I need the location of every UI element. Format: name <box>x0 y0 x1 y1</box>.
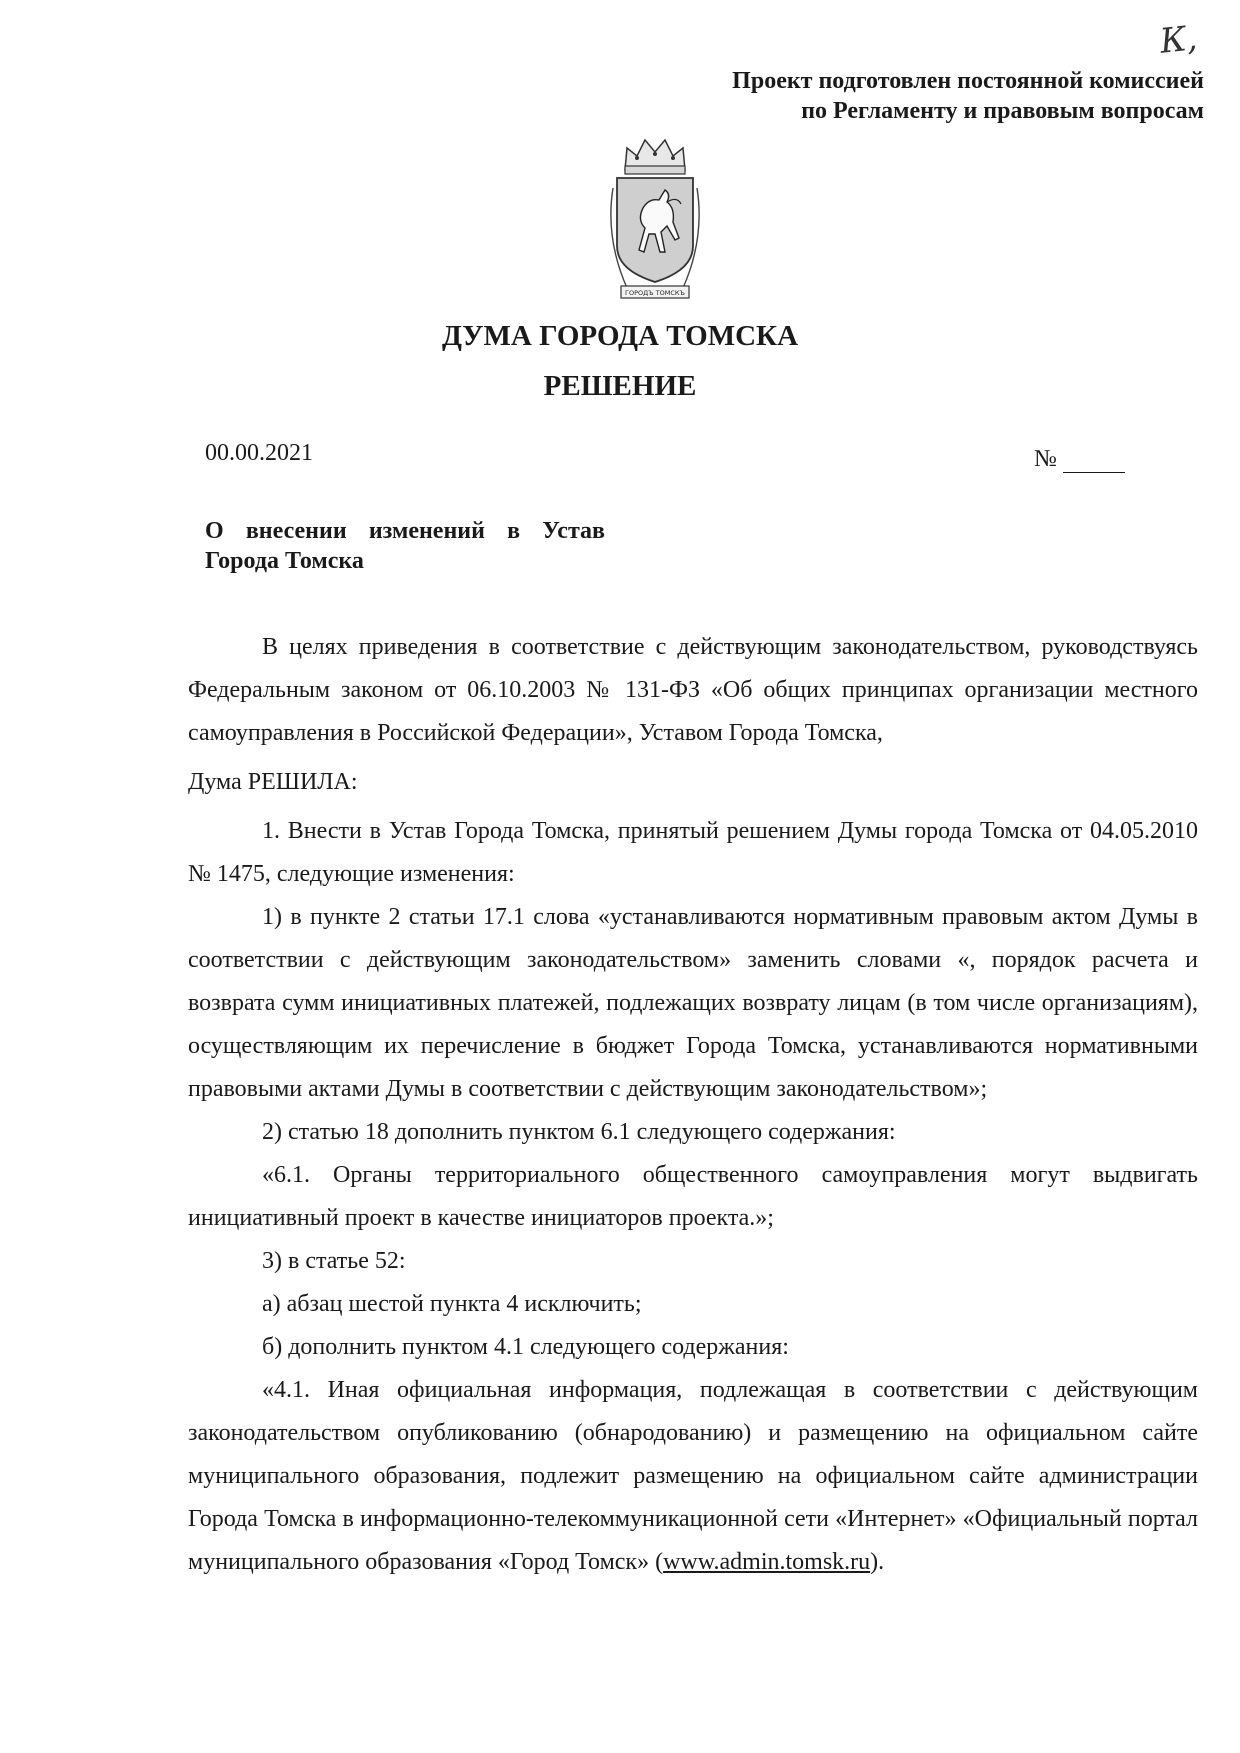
organ-title: ДУМА ГОРОДА ТОМСКА <box>441 320 799 352</box>
paragraph-1-item-2-text: «6.1. Органы территориального общественного самоуправления могут выдвигать инициативный проект в качестве инициаторов проекта.»; <box>188 1162 1198 1231</box>
subject-line-2: Города Томска <box>205 548 364 574</box>
document-number <box>1034 446 1125 473</box>
paragraph-1-item-2: 2) статью 18 дополнить пунктом 6.1 следующего содержания: <box>262 1119 896 1145</box>
document-subject <box>205 516 625 576</box>
document-date: 00.00.2021 <box>205 440 313 466</box>
document-body <box>188 626 1198 1584</box>
subject-word: внесении <box>245 518 347 544</box>
paragraph-1-item-3-a: а) абзац шестой пункта 4 исключить; <box>262 1291 642 1317</box>
tomsk-coat-of-arms-emblem <box>603 128 707 304</box>
header-note-line-2: по Регламенту и правовым вопросам <box>801 98 1204 124</box>
subject-word: изменений <box>368 518 485 544</box>
header-note-line-1: Проект подготовлен постоянной комиссией <box>732 68 1204 94</box>
subject-word: Устав <box>542 518 605 544</box>
paragraph-1-item-3-b: б) дополнить пунктом 4.1 следующего содержания: <box>262 1334 789 1360</box>
item-3-b-text-end: ). <box>870 1549 885 1575</box>
item-3-b-text-start: «4.1. Иная официальная информация, подлежащая в соответствии с действующим законодательством опубликованию (обнародованию) и размещению на официальном сайте муниципального образования, подлежит размещению на официальном сайте администрации Города Томска в информационно-телекоммуникационной сети «Интернет» «Официальный портал муниципального образования «Город Томск» ( <box>188 1377 1198 1575</box>
admin-site-link[interactable]: www.admin.tomsk.ru <box>663 1549 871 1575</box>
paragraph-1-item-3-b-text <box>188 1369 1198 1584</box>
header-note <box>732 66 1204 126</box>
preamble-paragraph: В целях приведения в соответствие с действующим законодательством, руководствуясь Федеральным законом от 06.10.2003 № 131-ФЗ «Об общих принципах организации местного самоуправления в Российской Федерации», Уставом Города Томска, <box>188 634 1198 746</box>
paragraph-1-item-1: 1) в пункте 2 статьи 17.1 слова «устанавливаются нормативным правовым актом Думы в соответствии с действующим законодательством» заменить словами «, порядок расчета и возврата сумм инициативных платежей, подлежащих возврату лицам (в том числе организациям), осуществляющим их перечисление в бюджет Города Томска, устанавливаются нормативными правовыми актами Думы в соответствии с действующим законодательством»; <box>188 904 1198 1102</box>
subject-line-1 <box>205 516 605 546</box>
number-blank-line <box>1063 452 1125 473</box>
subject-word: в <box>507 518 521 544</box>
document-type-title: РЕШЕНИЕ <box>543 370 697 402</box>
number-label: № <box>1034 446 1057 472</box>
paragraph-1-item-3: 3) в статье 52: <box>262 1248 406 1274</box>
resolved-heading: Дума РЕШИЛА: <box>188 769 358 795</box>
subject-word: О <box>205 518 224 544</box>
emblem-ribbon-text: ГОРОДЪ ТОМСКЪ <box>625 289 685 297</box>
paragraph-1: 1. Внести в Устав Города Томска, принятый решением Думы города Томска от 04.05.2010 № 1475, следующие изменения: <box>188 818 1198 887</box>
handwritten-mark: К, <box>1158 18 1200 62</box>
